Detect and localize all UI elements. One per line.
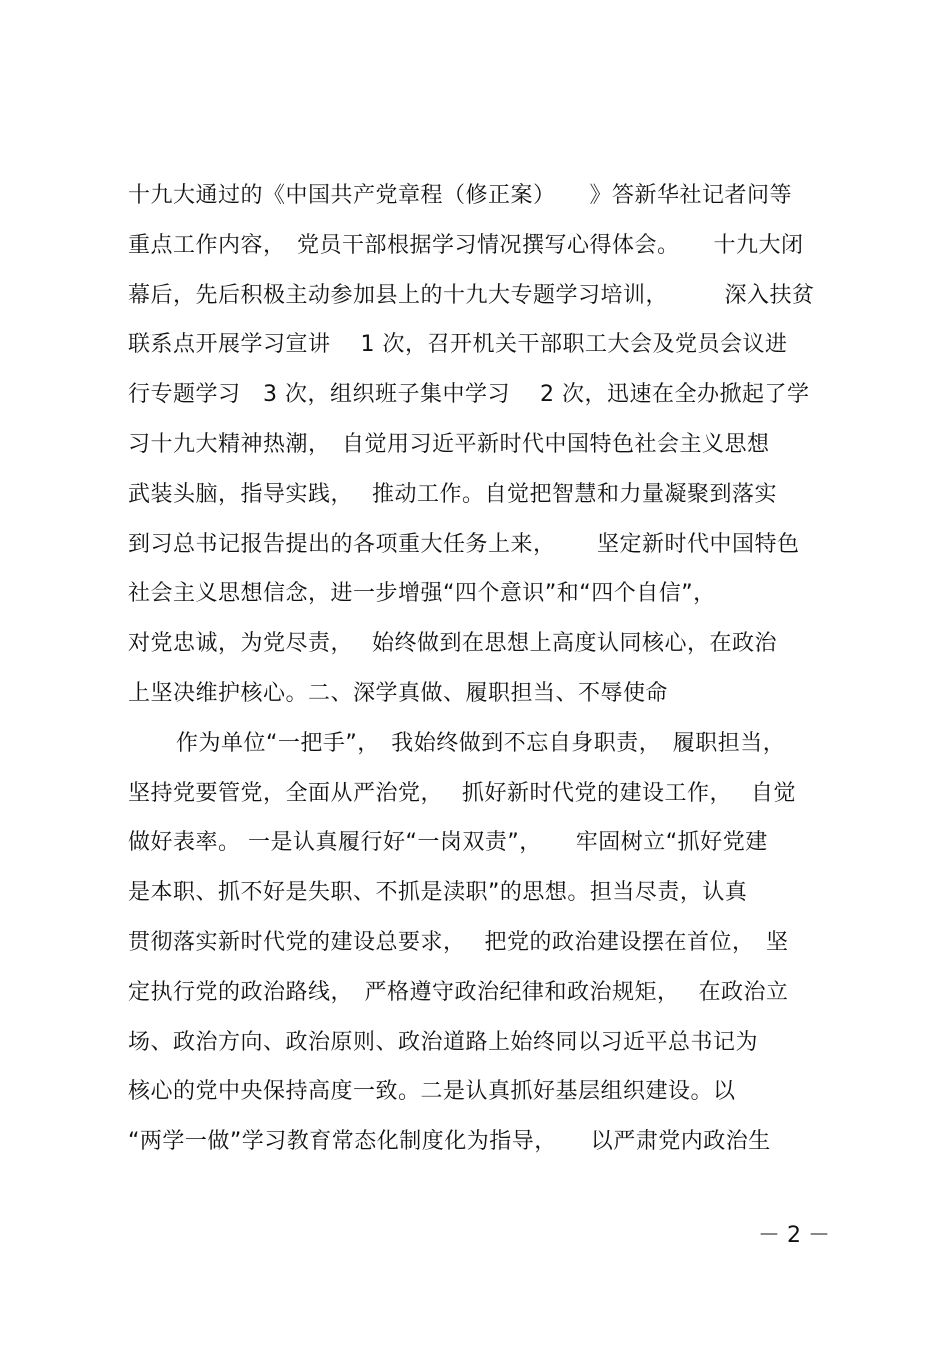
text-line: 重点工作内容， 党员干部根据学习情况撰写心得体会。 十九大闭 [128,232,804,258]
text-line: “两学一做”学习教育常态化制度化为指导， 以严肃党内政治生 [128,1129,771,1155]
text-line: 对党忠诚，为党尽责， 始终做到在思想上高度认同核心，在政治 [128,631,777,657]
text-line: 武装头脑，指导实践， 推动工作。自觉把智慧和力量凝聚到落实 [128,481,777,507]
text-line: 场、政治方向、政治原则、政治道路上始终同以习近平总书记为 [128,1029,759,1055]
text-line: 幕后，先后积极主动参加县上的十九大专题学习培训， 深入扶贫 [128,282,815,308]
text-line: 坚持党要管党，全面从严治党， 抓好新时代党的建设工作， 自觉 [128,780,796,806]
text-line: 联系点开展学习宣讲 1 次，召开机关干部职工大会及党员会议进 [128,332,788,358]
paragraph-first-line: 作为单位“一把手”， 我始终做到不忘自身职责， 履职担当， [176,730,786,756]
section-heading-line: 上坚决维护核心。二、深学真做、履职担当、不辱使命 [128,680,669,706]
text-line: 核心的党中央保持高度一致。二是认真抓好基层组织建设。以 [128,1079,736,1105]
text-line: 到习总书记报告提出的各项重大任务上来， 坚定新时代中国特色 [128,531,800,557]
text-line: 做好表率。 一是认真履行好“一岗双责”， 牢固树立“抓好党建 [128,830,768,856]
text-line: 是本职、抓不好是失职、不抓是渎职”的思想。担当尽责，认真 [128,880,748,906]
text-line: 习十九大精神热潮， 自觉用习近平新时代中国特色社会主义思想 [128,431,770,457]
text-line: 社会主义思想信念，进一步增强“四个意识”和“四个自信”， [128,581,716,607]
page-number: － 2 － [758,1223,830,1248]
text-line: 贯彻落实新时代党的建设总要求， 把党的政治建设摆在首位， 坚 [128,929,789,955]
text-line: 行专题学习 3 次，组织班子集中学习 2 次，迅速在全办掀起了学 [128,382,810,408]
text-line: 定执行党的政治路线， 严格遵守政治纪律和政治规矩， 在政治立 [128,979,789,1005]
body-text [128,174,848,1170]
text-line: 十九大通过的《中国共产党章程（修正案） 》答新华社记者问等 [128,183,793,208]
